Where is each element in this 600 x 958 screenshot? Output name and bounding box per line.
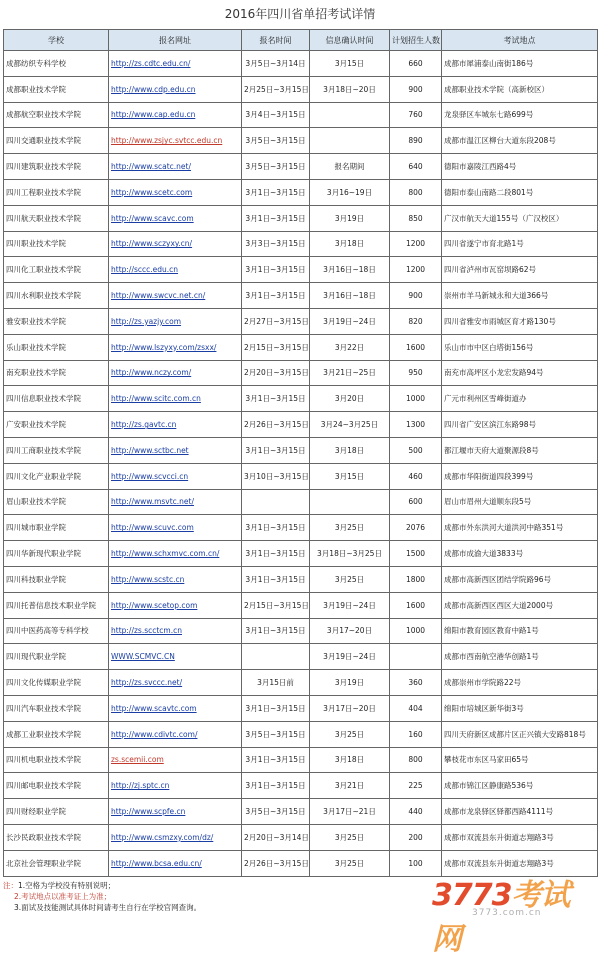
url-cell [109,386,242,412]
table-row [4,76,598,102]
confirm-time-cell: 3月18日~3月25日 [310,541,390,567]
confirm-time-cell: 3月17日~21日 [310,799,390,825]
confirm-time-cell: 3月25日 [310,850,390,876]
url-link[interactable]: http://www.nczy.com/ [111,368,192,378]
confirm-time-cell: 3月25日 [310,721,390,747]
url-link[interactable]: http://www.scuvc.com [111,523,194,533]
confirm-time-cell: 3月17日~20日 [310,695,390,721]
plan-count-cell: 890 [390,128,442,154]
location-cell: 绵阳市培城区新华街3号 [442,695,598,721]
confirm-time-cell: 3月25日 [310,566,390,592]
plan-count-cell: 900 [390,283,442,309]
plan-count-cell: 850 [390,205,442,231]
reg-time-cell: 3月1日~3月15日 [242,566,310,592]
location-cell: 成都市犀浦泰山南街186号 [442,51,598,77]
school-cell: 广安职业技术学院 [4,412,109,438]
confirm-time-cell: 3月18日 [310,231,390,257]
school-cell: 四川交通职业技术学院 [4,128,109,154]
confirm-time-cell: 3月19日~24日 [310,308,390,334]
table-row [4,670,598,696]
plan-count-cell: 1600 [390,592,442,618]
location-cell: 成都市双流县东升街道志翔路3号 [442,824,598,850]
reg-time-cell: 3月1日~3月15日 [242,695,310,721]
plan-count-cell: 100 [390,850,442,876]
note-text-3: 3.面试及技能测试具体时间请考生自行在学校官网查询。 [14,903,202,912]
location-cell: 崇州市羊马新城永和大道366号 [442,283,598,309]
note-text-1: 1.空格为学校没有特别说明； [18,881,116,890]
confirm-time-cell: 3月16日~18日 [310,257,390,283]
reg-time-cell: 2月15日~3月15日 [242,592,310,618]
table-row [4,721,598,747]
location-cell: 四川省泸州市瓦窑坝路62号 [442,257,598,283]
logo-domain: 3773.com.cn [472,908,542,918]
plan-count-cell: 1500 [390,541,442,567]
location-cell: 成都崇州市学院路22号 [442,670,598,696]
url-link[interactable]: http://zj.sptc.cn [111,781,170,791]
school-cell: 长沙民政职业技术学院 [4,824,109,850]
table-row [4,154,598,180]
url-link[interactable]: http://zs.yazjy.com [111,316,182,326]
location-cell: 四川省广安区滨江东路98号 [442,412,598,438]
location-cell: 四川天府新区成都片区正兴镇大安路818号 [442,721,598,747]
url-link[interactable]: http://www.sctbc.net [111,445,189,455]
school-cell: 成都航空职业技术学院 [4,102,109,128]
reg-time-cell: 3月1日~3月15日 [242,773,310,799]
header-url: 报名网址 [109,30,242,51]
logo-name: 考试网 [432,878,570,957]
url-link[interactable]: http://www.bcsa.edu.cn/ [111,858,202,868]
url-link[interactable]: http://zs.svccc.net/ [111,678,183,688]
table-row [4,128,598,154]
table-row [4,747,598,773]
location-cell: 成都市高新西区西区大道2000号 [442,592,598,618]
table-row [4,334,598,360]
school-cell: 北京社会管理职业学院 [4,850,109,876]
reg-time-cell: 2月20日~3月14日 [242,824,310,850]
header-plan-count: 计划招生人数 [390,30,442,51]
confirm-time-cell [310,128,390,154]
school-cell: 四川信息职业技术学院 [4,386,109,412]
table-row [4,489,598,515]
plan-count-cell: 1200 [390,257,442,283]
plan-count-cell: 950 [390,360,442,386]
location-cell: 成都职业技术学院（高新校区） [442,76,598,102]
url-cell [109,360,242,386]
url-link[interactable]: http://www.scetc.com [111,187,193,197]
school-cell: 四川城市职业学院 [4,515,109,541]
location-cell: 乐山市市中区白塔街156号 [442,334,598,360]
reg-time-cell: 3月3日~3月15日 [242,231,310,257]
plan-count-cell: 200 [390,824,442,850]
plan-count-cell: 660 [390,51,442,77]
table-row [4,644,598,670]
reg-time-cell: 3月1日~3月15日 [242,618,310,644]
url-link[interactable]: http://www.cdp.edu.cn [111,84,196,94]
school-cell: 四川工商职业技术学院 [4,437,109,463]
url-cell [109,515,242,541]
url-cell [109,334,242,360]
table-row [4,205,598,231]
url-cell [109,695,242,721]
reg-time-cell: 2月15日~3月15日 [242,334,310,360]
table-row [4,257,598,283]
plan-count-cell [390,644,442,670]
url-link[interactable]: http://www.scetop.com [111,600,198,610]
url-link[interactable]: http://www.lszyxy.com/zsxx/ [111,342,217,352]
confirm-time-cell: 3月17~20日 [310,618,390,644]
url-cell [109,618,242,644]
plan-count-cell: 1000 [390,386,442,412]
school-cell: 四川文化传媒职业学院 [4,670,109,696]
table-row [4,437,598,463]
plan-count-cell: 600 [390,489,442,515]
page-title: 2016年四川省单招考试详情 [224,7,376,21]
table-row [4,386,598,412]
confirm-time-cell: 3月22日 [310,334,390,360]
confirm-time-cell: 3月19日 [310,205,390,231]
confirm-time-cell [310,102,390,128]
header-location: 考试地点 [442,30,598,51]
confirm-time-cell: 3月21日 [310,773,390,799]
logo-number: 3773 [432,878,512,913]
url-link[interactable]: http://www.sczyxy.cn/ [111,239,193,249]
table-body [4,51,598,877]
plan-count-cell: 225 [390,773,442,799]
table-row [4,799,598,825]
table-header-row [4,30,598,51]
confirm-time-cell: 3月15日 [310,463,390,489]
table-row [4,695,598,721]
url-cell [109,76,242,102]
plan-count-cell: 1000 [390,618,442,644]
plan-count-cell: 760 [390,102,442,128]
url-link[interactable]: http://www.schxmvc.com.cn/ [111,549,220,559]
location-cell: 成都市锦江区静康路536号 [442,773,598,799]
header-reg-time: 报名时间 [242,30,310,51]
notes [3,880,383,913]
reg-time-cell: 3月5日~3月14日 [242,51,310,77]
reg-time-cell: 2月26日~3月15日 [242,412,310,438]
exam-table [3,29,598,877]
url-link[interactable]: http://www.csmzxy.com/dz/ [111,832,214,842]
reg-time-cell: 3月4日~3月15日 [242,102,310,128]
plan-count-cell: 404 [390,695,442,721]
school-cell: 四川职业技术学院 [4,231,109,257]
plan-count-cell: 640 [390,154,442,180]
school-cell: 四川化工职业技术学院 [4,257,109,283]
confirm-time-cell: 3月18日 [310,437,390,463]
location-cell: 成都市双流县东升街道志翔路3号 [442,850,598,876]
note-line-1 [3,880,383,891]
reg-time-cell: 3月1日~3月15日 [242,283,310,309]
url-cell [109,566,242,592]
location-cell: 成都市西南航空港华创路1号 [442,644,598,670]
school-cell: 四川财经职业学院 [4,799,109,825]
table-row [4,231,598,257]
table-row [4,51,598,77]
confirm-time-cell: 报名期间 [310,154,390,180]
school-cell: 四川科技职业学院 [4,566,109,592]
confirm-time-cell [310,489,390,515]
reg-time-cell: 3月1日~3月15日 [242,257,310,283]
url-cell [109,670,242,696]
url-link[interactable]: http://zs.gavtc.cn [111,420,177,430]
location-cell: 四川省雅安市雨城区育才路130号 [442,308,598,334]
reg-time-cell: 2月27日~3月15日 [242,308,310,334]
url-link[interactable]: http://www.scavc.com [111,213,194,223]
plan-count-cell: 1800 [390,566,442,592]
url-link[interactable]: http://www.scstc.cn [111,574,185,584]
url-cell [109,592,242,618]
location-cell: 南充市高坪区小龙宏发路94号 [442,360,598,386]
reg-time-cell: 3月1日~3月15日 [242,386,310,412]
location-cell: 绵阳市教育园区教育中路1号 [442,618,598,644]
url-cell [109,51,242,77]
header-school: 学校 [4,30,109,51]
url-link[interactable]: http://www.swcvc.net.cn/ [111,291,206,301]
location-cell: 成都市华阳街道四段399号 [442,463,598,489]
reg-time-cell [242,644,310,670]
url-cell [109,437,242,463]
url-link[interactable]: http://www.msvtc.net/ [111,497,195,507]
reg-time-cell: 2月25日~3月15日 [242,76,310,102]
url-cell [109,799,242,825]
url-cell [109,541,242,567]
note-line-3 [3,902,383,913]
url-cell [109,644,242,670]
location-cell: 成都市高新西区团结学院路96号 [442,566,598,592]
url-cell [109,154,242,180]
reg-time-cell: 3月15日前 [242,670,310,696]
confirm-time-cell: 3月20日 [310,386,390,412]
plan-count-cell: 820 [390,308,442,334]
confirm-time-cell: 3月21日~25日 [310,360,390,386]
location-cell: 眉山市眉州大道顺东段5号 [442,489,598,515]
school-cell: 四川邮电职业技术学院 [4,773,109,799]
plan-count-cell: 1200 [390,231,442,257]
plan-count-cell: 900 [390,76,442,102]
school-cell: 四川中医药高等专科学校 [4,618,109,644]
plan-count-cell: 500 [390,437,442,463]
location-cell: 广汉市航天大道155号（广汉校区） [442,205,598,231]
confirm-time-cell: 3月16日~18日 [310,283,390,309]
url-cell [109,128,242,154]
table-row [4,412,598,438]
school-cell: 四川文化产业职业学院 [4,463,109,489]
note-lead: 注： [3,881,18,890]
school-cell: 四川水利职业技术学院 [4,283,109,309]
school-cell: 乐山职业技术学院 [4,334,109,360]
url-cell [109,412,242,438]
url-link[interactable]: http://www.cdivtc.com/ [111,729,198,739]
location-cell: 广元市利州区雪峰街道办 [442,386,598,412]
reg-time-cell: 3月1日~3月15日 [242,515,310,541]
school-cell: 四川华新现代职业学院 [4,541,109,567]
reg-time-cell: 3月1日~3月15日 [242,437,310,463]
plan-count-cell: 1300 [390,412,442,438]
reg-time-cell: 3月10日~3月15日 [242,463,310,489]
reg-time-cell: 3月5日~3月15日 [242,128,310,154]
url-cell [109,824,242,850]
reg-time-cell [242,489,310,515]
reg-time-cell: 3月5日~3月15日 [242,799,310,825]
url-cell [109,850,242,876]
school-cell: 成都纺织专科学校 [4,51,109,77]
confirm-time-cell: 3月24~3月25日 [310,412,390,438]
location-cell: 成都市外东洪河大道洪河中路351号 [442,515,598,541]
table-row [4,773,598,799]
plan-count-cell: 460 [390,463,442,489]
table-row [4,541,598,567]
reg-time-cell: 2月20日~3月15日 [242,360,310,386]
reg-time-cell: 3月1日~3月15日 [242,747,310,773]
location-cell: 德阳市嘉陵江西路4号 [442,154,598,180]
school-cell: 四川机电职业技术学院 [4,747,109,773]
location-cell: 四川省遂宁市育北路1号 [442,231,598,257]
location-cell: 成都市成渝大道3833号 [442,541,598,567]
table-row [4,515,598,541]
url-cell [109,102,242,128]
location-cell: 龙泉驿区车城东七路699号 [442,102,598,128]
plan-count-cell: 800 [390,747,442,773]
table-row [4,463,598,489]
confirm-time-cell: 3月25日 [310,515,390,541]
header-confirm-time: 信息确认时间 [310,30,390,51]
confirm-time-cell: 3月19日~24日 [310,644,390,670]
url-cell [109,231,242,257]
url-cell [109,721,242,747]
confirm-time-cell: 3月15日 [310,51,390,77]
url-link[interactable]: http://www.scatc.net/ [111,162,191,172]
reg-time-cell: 3月5日~3月15日 [242,721,310,747]
reg-time-cell: 3月1日~3月15日 [242,205,310,231]
reg-time-cell: 3月1日~3月15日 [242,179,310,205]
url-link[interactable]: zs.scemii.com [111,755,164,765]
url-link[interactable]: http://www.scvcci.cn [111,471,189,481]
table-row [4,592,598,618]
url-link[interactable]: http://zs.scctcm.cn [111,626,182,636]
confirm-time-cell: 3月25日 [310,824,390,850]
url-cell [109,747,242,773]
table-row [4,179,598,205]
site-logo [432,870,597,957]
reg-time-cell: 2月26日~3月15日 [242,850,310,876]
table-row [4,618,598,644]
url-cell [109,283,242,309]
confirm-time-cell: 3月19日 [310,670,390,696]
plan-count-cell: 800 [390,179,442,205]
url-link[interactable]: http://www.scavtc.com [111,703,197,713]
confirm-time-cell: 3月18日 [310,747,390,773]
url-link[interactable]: http://www.zsjyc.svtcc.edu.cn [111,136,223,146]
url-cell [109,257,242,283]
school-cell: 四川汽车职业技术学院 [4,695,109,721]
url-link[interactable]: http://www.scpfe.cn [111,807,186,816]
plan-count-cell: 360 [390,670,442,696]
school-cell: 四川现代职业学院 [4,644,109,670]
url-link[interactable]: WWW.SCMVC.CN [111,652,175,662]
note-text-2: 2.考试地点以准考证上为准； [14,892,112,901]
plan-count-cell: 1600 [390,334,442,360]
url-link[interactable]: http://www.scitc.com.cn [111,394,201,404]
url-cell [109,489,242,515]
location-cell: 成都市龙泉驿区驿都西路4111号 [442,799,598,825]
note-line-2 [3,891,383,902]
url-cell [109,773,242,799]
confirm-time-cell: 3月18日~20日 [310,76,390,102]
url-cell [109,179,242,205]
plan-count-cell: 440 [390,799,442,825]
table-row [4,360,598,386]
table-row [4,824,598,850]
confirm-time-cell: 3月19日~24日 [310,592,390,618]
url-cell [109,463,242,489]
school-cell: 南充职业技术学院 [4,360,109,386]
location-cell: 德阳市泰山南路二段801号 [442,179,598,205]
table-row [4,308,598,334]
location-cell: 攀枝花市东区马家田65号 [442,747,598,773]
location-cell: 成都市温江区柳台大道东段208号 [442,128,598,154]
url-cell [109,205,242,231]
url-link[interactable]: http://sccc.edu.cn [111,265,179,275]
school-cell: 四川工程职业技术学院 [4,179,109,205]
location-cell: 都江堰市天府大道聚源段8号 [442,437,598,463]
school-cell: 成都工业职业技术学院 [4,721,109,747]
url-link[interactable]: http://www.cap.edu.cn [111,110,196,120]
reg-time-cell: 3月5日~3月15日 [242,154,310,180]
plan-count-cell: 2076 [390,515,442,541]
table-row [4,102,598,128]
table-row [4,566,598,592]
table-row [4,283,598,309]
school-cell: 四川托普信息技术职业学院 [4,592,109,618]
plan-count-cell: 160 [390,721,442,747]
school-cell: 眉山职业技术学院 [4,489,109,515]
reg-time-cell: 3月1日~3月15日 [242,541,310,567]
school-cell: 成都职业技术学院 [4,76,109,102]
school-cell: 四川建筑职业技术学院 [4,154,109,180]
confirm-time-cell: 3月16~19日 [310,179,390,205]
url-cell [109,308,242,334]
url-link[interactable]: http://zs.cdtc.edu.cn/ [111,58,191,68]
school-cell: 四川航天职业技术学院 [4,205,109,231]
school-cell: 雅安职业技术学院 [4,308,109,334]
